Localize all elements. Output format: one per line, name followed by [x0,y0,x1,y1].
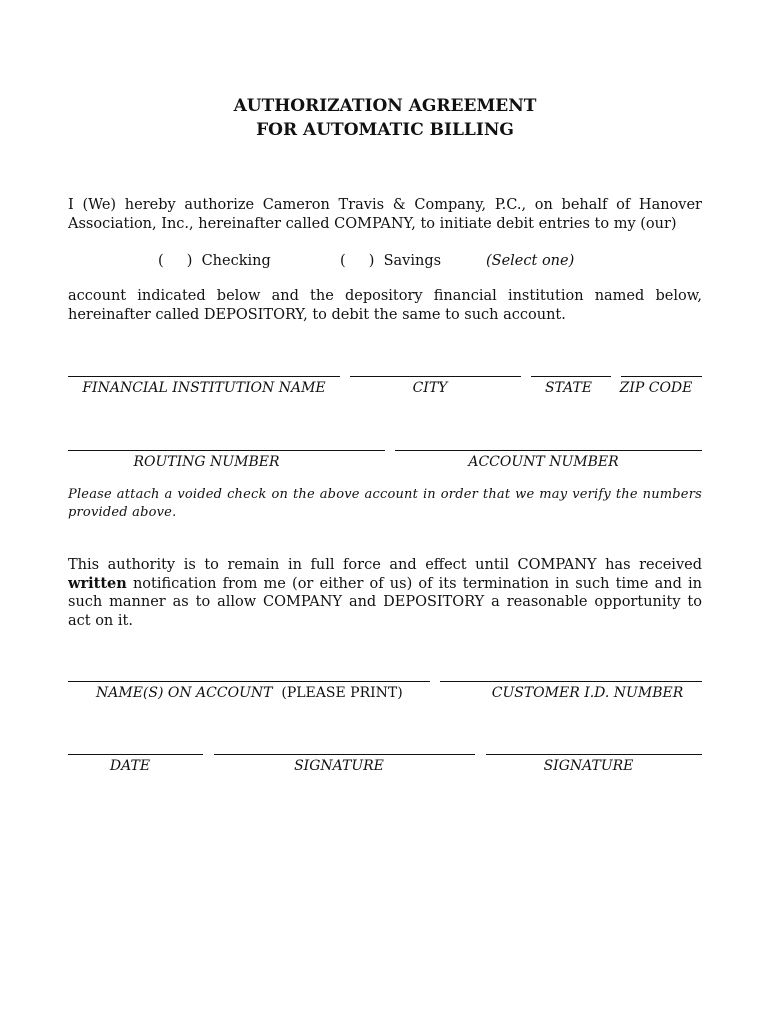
customer-id-line[interactable] [440,681,702,682]
depository-paragraph: account indicated below and the depository financial institution named below, hereinafter called DEPOSITORY, to debit the same to such account. [68,288,702,323]
institution-name-label: FINANCIAL INSTITUTION NAME [82,380,326,396]
names-on-account-label: NAME(S) ON ACCOUNT (PLEASE PRINT) [96,685,403,701]
signature-line-1[interactable] [214,754,475,755]
state-line[interactable] [531,376,611,377]
account-number-label: ACCOUNT NUMBER [468,454,619,470]
please-print-label: (PLEASE PRINT) [281,685,403,701]
select-one-note: (Select one) [486,253,575,269]
city-label: CITY [412,380,448,396]
routing-number-label: ROUTING NUMBER [133,454,280,470]
zip-code-line[interactable] [621,376,702,377]
date-label: DATE [109,758,151,774]
signature-label-2: SIGNATURE [543,758,634,774]
form-title-line2: FOR AUTOMATIC BILLING [256,120,514,140]
checking-option[interactable]: ( ) Checking [158,253,271,269]
routing-number-line[interactable] [68,450,385,451]
state-label: STATE [544,380,593,396]
zip-code-label: ZIP CODE [619,380,693,396]
account-number-line[interactable] [395,450,702,451]
authority-paragraph: This authority is to remain in full force and effect until COMPANY has received written notification from me (or either of us) of its termination in such time and in such manner as to allow COMPANY and DEPOSITORY a reasonable opportunity to act on it. [68,557,702,629]
signature-label-1: SIGNATURE [294,758,384,774]
written-emphasis: written [68,574,127,592]
names-on-account-line[interactable] [68,681,430,682]
savings-option[interactable]: ( ) Savings [340,253,442,269]
authorization-paragraph: I (We) hereby authorize Cameron Travis & Company, P.C., on behalf of Hanover Association, Inc., hereinafter called COMPANY, to initiate debit entries to my (our) [68,197,702,232]
form-title-line1: AUTHORIZATION AGREEMENT [233,96,537,116]
institution-name-line[interactable] [68,376,340,377]
voided-check-note: Please attach a voided check on the above account in order that we may verify the numbers provided above. [68,487,702,520]
date-line[interactable] [68,754,203,755]
customer-id-label: CUSTOMER I.D. NUMBER [491,685,684,701]
signature-line-2[interactable] [486,754,702,755]
city-line[interactable] [350,376,521,377]
